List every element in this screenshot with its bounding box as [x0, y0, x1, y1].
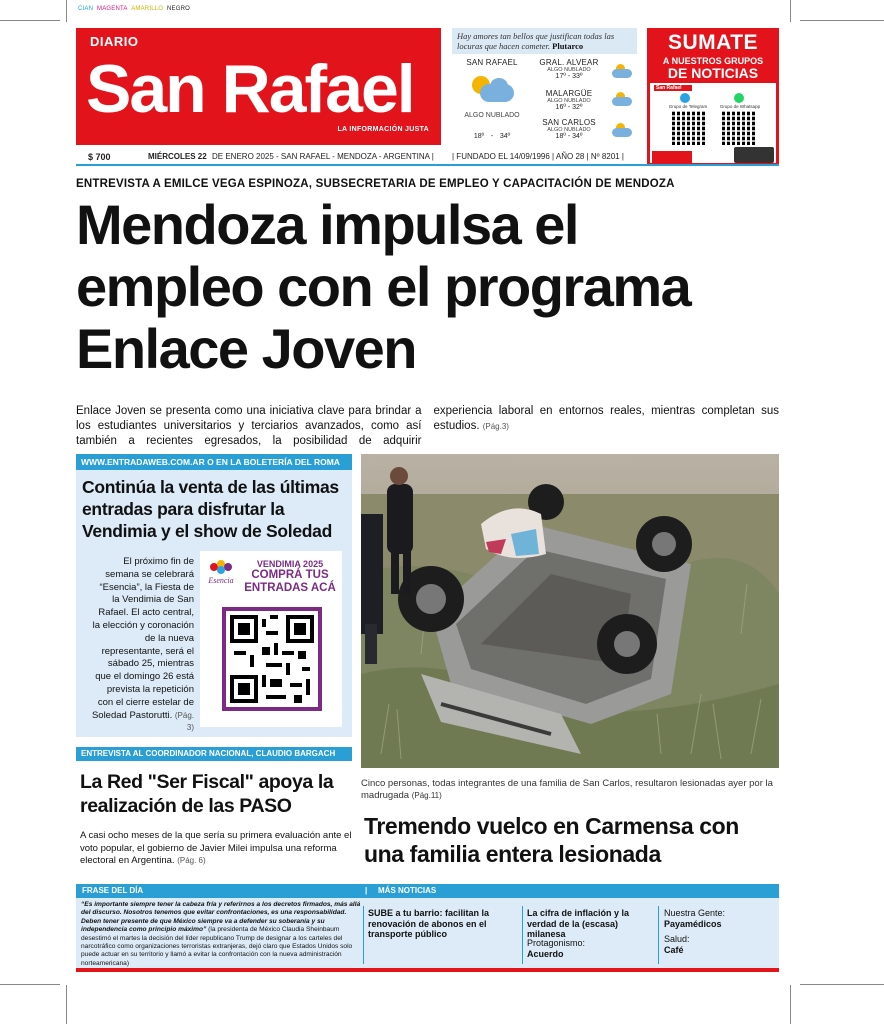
telegram-qr-code[interactable] — [672, 111, 706, 145]
frase-del-dia — [81, 901, 361, 968]
esencia-logo — [204, 557, 238, 587]
lead-page-ref: (Pág.3) — [482, 422, 509, 431]
sumate-title: SUMATE — [667, 31, 759, 54]
news-item-label: Salud: — [664, 934, 690, 944]
weather-main-min: 18º — [473, 133, 485, 140]
weather-main-state-wrap — [454, 112, 530, 119]
frase-header: FRASE DEL DÍA — [82, 886, 144, 895]
masthead-diario: DIARIO — [90, 34, 139, 49]
sumate-subtitle-2: DE NOTICIAS — [667, 65, 759, 81]
edition-date: DE ENERO 2025 - SAN RAFAEL - MENDOZA - ARGENTINA | — [212, 152, 434, 161]
edition-founded: | FUNDADO EL 14/09/1996 | AÑO 28 | Nº 8201 | — [452, 152, 624, 161]
news-item-label: Nuestra Gente: — [664, 908, 726, 918]
ad-line-1: VENDIMIA 2025 — [256, 559, 324, 569]
sumate-subtitle: A NUESTROS GRUPOS — [662, 56, 764, 66]
sumate-promo — [647, 28, 779, 166]
weather-city — [534, 89, 604, 111]
vendimia-body — [90, 556, 194, 735]
frase-context: (la presidenta de México Claudia Sheinbaum desestimó el martes la decisión del líder republicano Trump de designar a los carteles del narcotráfico como organizaciones terroristas extranjeras, dejó claro que Estados Unidos solo puede actuar en su territorio y llamó a evitar la confrontación con la nueva administración norteamericana) — [81, 926, 353, 967]
fiscal-summary — [80, 830, 352, 868]
quote-of-day — [452, 28, 637, 54]
telegram-label: Grupo de Telegram — [668, 104, 708, 109]
bottom-header — [76, 884, 779, 898]
bottom-band — [76, 884, 779, 972]
lead-summary — [76, 404, 779, 449]
overturned-car-image — [361, 454, 779, 768]
weather-main-state: ALGO NUBLADO — [464, 112, 520, 119]
news-item-label: Protagonismo: — [527, 938, 586, 948]
vendimia-story — [76, 454, 352, 737]
weather-city-temp: 17º - 33º — [555, 73, 583, 80]
lead-headline[interactable]: Mendoza impulsa el empleo con el programa Enlace Joven — [76, 193, 691, 380]
svg-text:Esencia: Esencia — [208, 576, 234, 585]
news-item[interactable] — [664, 934, 774, 955]
accident-photo[interactable] — [361, 454, 779, 768]
news-item[interactable] — [368, 908, 518, 940]
fiscal-headline[interactable]: La Red "Ser Fiscal" apoya la realización de las PASO — [80, 771, 334, 817]
news-item-text: La cifra de inflación y la verdad de la (escasa) milanesa — [527, 908, 630, 939]
fiscal-kicker-bar: ENTREVISTA AL COORDINADOR NACIONAL, CLAUDIO BARGACH — [76, 747, 352, 761]
fiscal-page-ref: (Pág. 6) — [177, 856, 206, 865]
fiscal-text: A casi ocho meses de la que sería su primera evaluación ante el voto popular, el gobierno de Javier Milei impulsa una reforma electoral en Argentina. — [80, 830, 352, 866]
mark-cyan: CIAN — [78, 6, 94, 12]
mark-black: NEGRO — [167, 6, 191, 12]
weather-city-state: ALGO NUBLADO — [547, 98, 591, 104]
vendimia-page-ref: (Pág. 3) — [174, 710, 194, 733]
weather-city-state: ALGO NUBLADO — [547, 67, 591, 73]
edition-date-day: MIÉRCOLES 22 — [148, 152, 207, 161]
weather-panel — [452, 28, 637, 148]
weather-city — [534, 58, 604, 80]
divider — [658, 906, 659, 964]
price: $ 700 — [88, 152, 111, 162]
frase-quote: “Es importante siempre tener la cabeza fría y referirnos a los decretos firmados, más allá del discurso. Nosotros tenemos que evitar confrontaciones, es una responsabilidad. Deben tener presente de que México siempre va a defender su soberanía y su independencia como principio máximo” — [81, 901, 361, 934]
photo-caption — [361, 778, 779, 802]
masthead — [76, 28, 441, 145]
quote-author: Plutarco — [552, 41, 584, 51]
news-item[interactable] — [527, 908, 659, 940]
vendimia-title[interactable]: Continúa la venta de las últimas entradas para disfrutar la Vendimia y el show de Soledad — [82, 477, 339, 541]
accident-headline[interactable]: Tremendo vuelco en Carmensa con una familia entera lesionada — [364, 813, 739, 867]
ad-line-2: COMPRÁ TUS ENTRADAS ACÁ — [244, 569, 336, 594]
edition-info — [76, 150, 779, 166]
whatsapp-label: Grupo de Whatsapp — [719, 104, 761, 109]
telegram-icon — [680, 93, 690, 103]
printer-color-strip — [78, 6, 192, 12]
vendimia-body-text: El próximo fin de semana se celebrará “Esencia”, la Fiesta de la Vendimia de San Rafael. El acto central, la elección y coronación de la nueva representante, será el sábado 25, mientras que el domingo 26 está prevista la repetición con el cierre estelar de Soledad Pastorutti. — [91, 556, 194, 721]
weather-main-sep: - — [490, 133, 494, 140]
news-item[interactable] — [527, 938, 659, 959]
weather-city-temp: 18º - 34º — [555, 133, 583, 140]
quote-text: Hay amores tan bellos que justifican todas las locuras que hacen cometer. — [457, 31, 615, 51]
weather-city-name: MALARGÜE — [545, 89, 593, 98]
weather-main-temps — [454, 131, 530, 140]
lead-text: Enlace Joven se presenta como una iniciativa clave para brindar a los estudiantes universitarios y terciarios avanzados, como así también a recientes egresados, la posibilidad de adquirir experiencia laboral en entornos reales, mientras completan sus estudios. — [76, 405, 779, 447]
weather-main-city: SAN RAFAEL — [466, 58, 518, 67]
whatsapp-icon — [734, 93, 744, 103]
caption-page-ref: (Pág.11) — [411, 791, 442, 800]
header-divider: | — [365, 886, 368, 895]
divider — [522, 906, 523, 964]
mark-magenta: MAGENTA — [97, 6, 128, 12]
mas-noticias-header: MÁS NOTICIAS — [378, 886, 437, 895]
weather-city — [534, 118, 604, 140]
divider — [363, 906, 364, 964]
ticket-qr-code[interactable] — [222, 607, 322, 711]
weather-city-state: ALGO NUBLADO — [547, 127, 591, 133]
sumate-mini-brand: San Rafael — [654, 85, 692, 91]
news-item-text: SUBE a tu barrio: facilitan la renovación de abonos en el transporte público — [368, 908, 490, 939]
vendimia-ad — [200, 551, 342, 727]
news-item-value: Payamédicos — [664, 918, 722, 929]
masthead-name: San Rafael — [86, 51, 414, 127]
weather-main-max: 34º — [499, 133, 511, 140]
news-item-value: Café — [664, 944, 684, 955]
whatsapp-qr-code[interactable] — [722, 111, 756, 145]
qr-pattern — [230, 615, 314, 703]
weather-main — [454, 58, 530, 67]
masthead-slogan: LA INFORMACIÓN JUSTA — [337, 126, 429, 133]
news-item-value: Acuerdo — [527, 948, 564, 959]
news-item[interactable] — [664, 908, 774, 929]
weather-city-temp: 16º - 32º — [555, 104, 583, 111]
mark-yellow: AMARILLO — [131, 6, 164, 12]
caption-text: Cinco personas, todas integrantes de una familia de San Carlos, resultaron lesionadas ayer por la madrugada — [361, 778, 773, 801]
weather-city-name: GRAL. ALVEAR — [539, 58, 599, 67]
vendimia-kicker-bar: WWW.ENTRADAWEB.COM.AR O EN LA BOLETERÍA DEL ROMA — [76, 454, 352, 470]
lead-kicker: ENTREVISTA A EMILCE VEGA ESPINOZA, SUBSECRETARIA DE EMPLEO Y CAPACITACIÓN DE MENDOZA — [76, 178, 675, 190]
weather-city-name: SAN CARLOS — [542, 118, 596, 127]
